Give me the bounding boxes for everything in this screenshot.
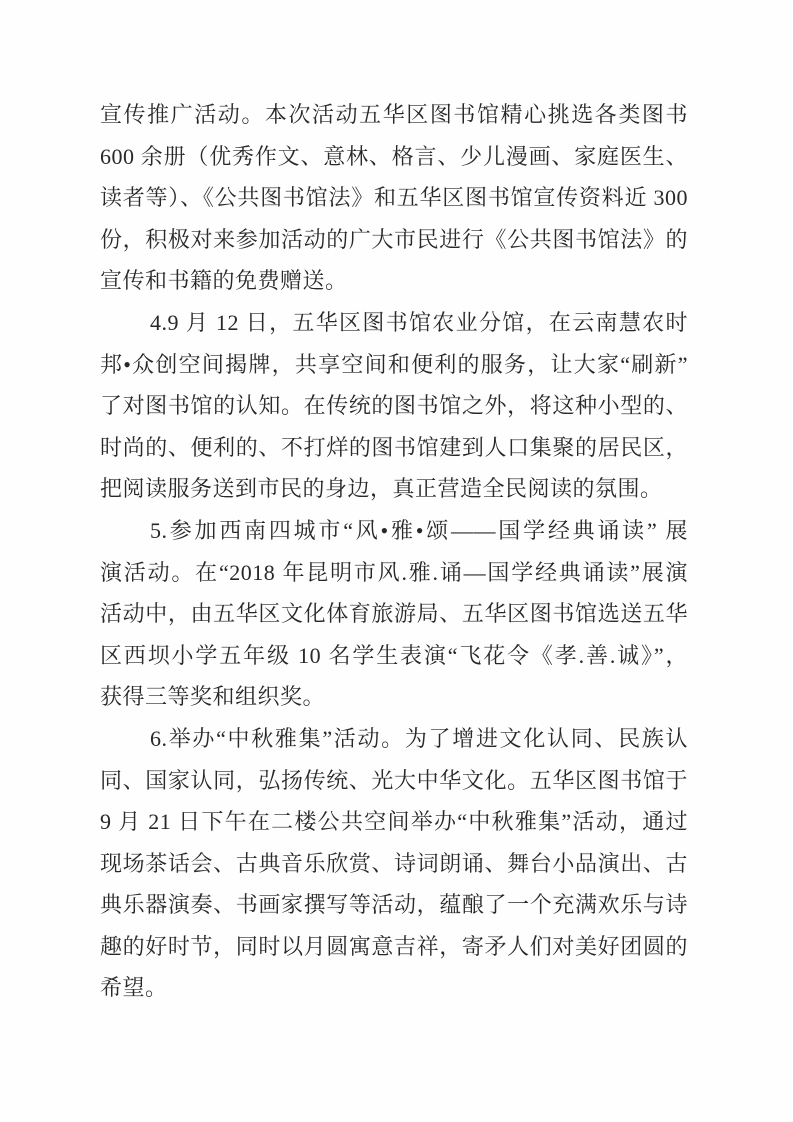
text-line: 希望。: [100, 975, 168, 1001]
text-line: 9 月 21 日下午在二楼公共空间举办“中秋雅集”活动，通过: [100, 809, 688, 835]
text-line: 区西坝小学五年级 10 名学生表演“飞花令《孝.善.诚》”，: [100, 642, 688, 668]
text-line: 宣传和书籍的免费赠送。: [100, 268, 348, 294]
text-line: 把阅读服务送到市民的身边，真正营造全民阅读的氛围。: [100, 476, 663, 502]
text-line: 4.9 月 12 日，五华区图书馆农业分馆，在云南慧农时: [150, 309, 688, 335]
text-line: 600 余册（优秀作文、意林、格言、少儿漫画、家庭医生、: [100, 143, 688, 169]
text-line: 现场茶话会、古典音乐欣赏、诗词朗诵、舞台小品演出、古: [100, 850, 688, 876]
text-line: 同、国家认同，弘扬传统、光大中华文化。五华区图书馆于: [100, 767, 688, 793]
text-line: 演活动。在“2018 年昆明市风.雅.诵—国学经典诵读”展演: [100, 559, 688, 585]
paragraph: [100, 94, 688, 302]
text-line: 趣的好时节，同时以月圆寓意吉祥，寄矛人们对美好团圆的: [100, 933, 688, 959]
text-line: 份，积极对来参加活动的广大市民进行《公共图书馆法》的: [100, 226, 688, 252]
text-line: 获得三等奖和组织奖。: [100, 684, 326, 710]
paragraph: [100, 302, 688, 510]
paragraph: [100, 718, 688, 1009]
text-line: 典乐器演奏、书画家撰写等活动，蕴酿了一个充满欢乐与诗: [100, 892, 688, 918]
text-line: 宣传推广活动。本次活动五华区图书馆精心挑选各类图书: [100, 102, 688, 127]
text-line: 5.参加西南四城市“风•雅•颂——国学经典诵读” 展: [150, 517, 688, 543]
text-block: [100, 94, 688, 1009]
text-line: 读者等）、《公共图书馆法》和五华区图书馆宣传资料近 300: [100, 185, 688, 211]
text-line: 了对图书馆的认知。在传统的图书馆之外，将这种小型的、: [100, 393, 688, 419]
text-line: 6.举办“中秋雅集”活动。为了增进文化认同、民族认: [150, 725, 688, 751]
text-line: 时尚的、便利的、不打烊的图书馆建到人口集聚的居民区，: [100, 434, 688, 460]
text-line: 活动中，由五华区文化体育旅游局、五华区图书馆选送五华: [100, 601, 688, 627]
paragraph: [100, 510, 688, 718]
text-line: 邦•众创空间揭牌，共享空间和便利的服务，让大家“刷新”: [100, 351, 688, 377]
